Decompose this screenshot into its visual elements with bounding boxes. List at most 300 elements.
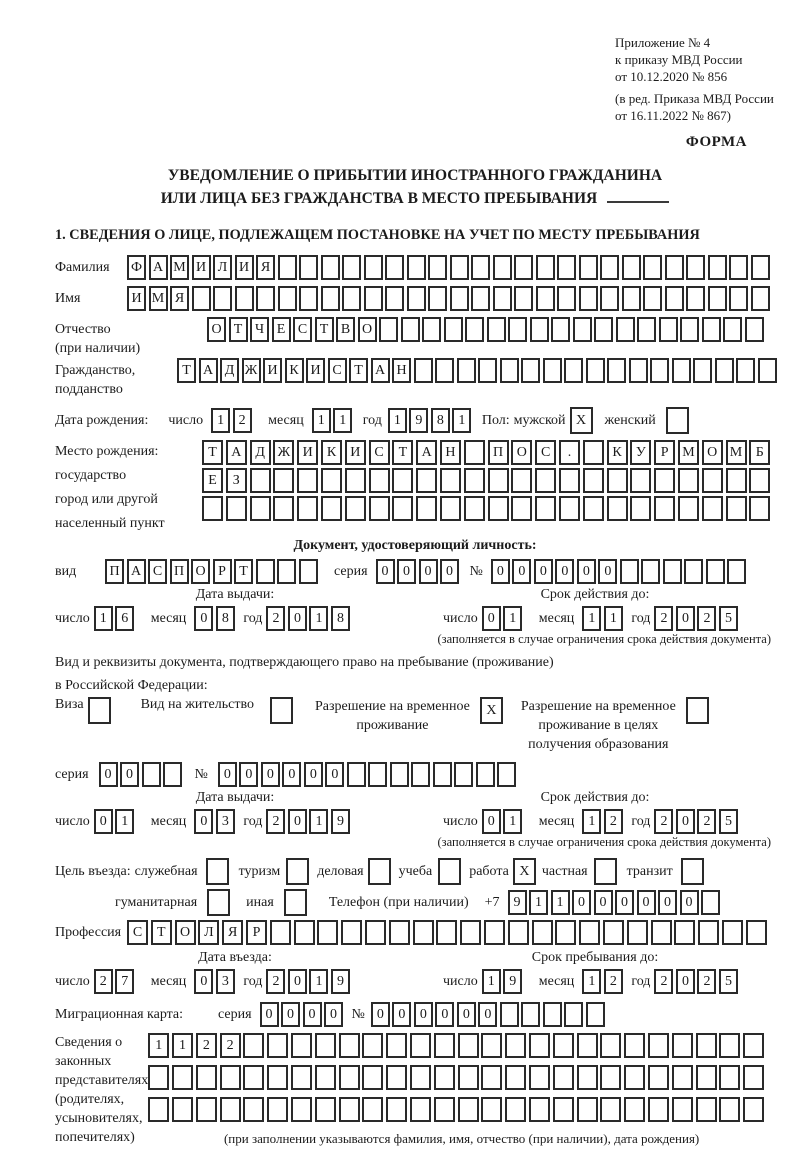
char-cell[interactable]	[583, 440, 604, 465]
char-cell[interactable]	[708, 255, 727, 280]
char-cell[interactable]: 1	[309, 969, 328, 994]
char-cell[interactable]: 9	[508, 890, 527, 915]
char-cell[interactable]: 1	[604, 606, 623, 631]
char-cell[interactable]: 0	[482, 809, 501, 834]
char-cell[interactable]: У	[630, 440, 651, 465]
char-cell[interactable]	[213, 286, 232, 311]
char-cell[interactable]: Б	[749, 440, 770, 465]
char-cell[interactable]	[659, 317, 678, 342]
char-cell[interactable]	[666, 407, 689, 434]
char-cell[interactable]: 0	[392, 1002, 411, 1027]
char-cell[interactable]: И	[192, 255, 211, 280]
char-cell[interactable]	[543, 1002, 562, 1027]
char-cell[interactable]	[514, 286, 533, 311]
char-cell[interactable]	[553, 1097, 574, 1122]
char-cell[interactable]	[702, 468, 723, 493]
char-cell[interactable]: 2	[266, 809, 285, 834]
char-cell[interactable]	[577, 1033, 598, 1058]
char-cell[interactable]: 0	[194, 969, 213, 994]
char-cell[interactable]	[648, 1033, 669, 1058]
char-cell[interactable]	[471, 286, 490, 311]
char-cell[interactable]: 1	[115, 809, 134, 834]
char-cell[interactable]	[278, 255, 297, 280]
char-cell[interactable]	[172, 1065, 193, 1090]
char-cell[interactable]	[464, 468, 485, 493]
char-cell[interactable]: И	[127, 286, 146, 311]
char-cell[interactable]	[624, 1065, 645, 1090]
char-cell[interactable]	[681, 858, 704, 885]
char-cell[interactable]	[317, 920, 338, 945]
char-cell[interactable]	[321, 496, 342, 521]
char-cell[interactable]	[577, 1097, 598, 1122]
char-cell[interactable]: П	[170, 559, 189, 584]
char-cell[interactable]	[484, 920, 505, 945]
char-cell[interactable]	[743, 1065, 764, 1090]
char-cell[interactable]	[505, 1065, 526, 1090]
char-cell[interactable]	[414, 358, 433, 383]
char-cell[interactable]	[650, 358, 669, 383]
char-cell[interactable]	[339, 1097, 360, 1122]
char-cell[interactable]: 1	[312, 408, 331, 433]
char-cell[interactable]: А	[226, 440, 247, 465]
char-cell[interactable]: П	[488, 440, 509, 465]
char-cell[interactable]: К	[285, 358, 304, 383]
char-cell[interactable]: А	[416, 440, 437, 465]
char-cell[interactable]	[727, 559, 746, 584]
char-cell[interactable]	[411, 762, 430, 787]
char-cell[interactable]	[299, 559, 318, 584]
char-cell[interactable]	[386, 1097, 407, 1122]
char-cell[interactable]	[207, 889, 230, 916]
char-cell[interactable]	[723, 317, 742, 342]
char-cell[interactable]	[627, 920, 648, 945]
char-cell[interactable]	[487, 317, 506, 342]
char-cell[interactable]	[342, 255, 361, 280]
char-cell[interactable]	[226, 496, 247, 521]
char-cell[interactable]	[440, 468, 461, 493]
char-cell[interactable]	[478, 358, 497, 383]
char-cell[interactable]	[407, 286, 426, 311]
char-cell[interactable]: О	[702, 440, 723, 465]
char-cell[interactable]	[530, 317, 549, 342]
char-cell[interactable]	[270, 697, 293, 724]
char-cell[interactable]	[505, 1033, 526, 1058]
char-cell[interactable]	[729, 286, 748, 311]
char-cell[interactable]: 1	[333, 408, 352, 433]
char-cell[interactable]	[624, 1097, 645, 1122]
char-cell[interactable]	[729, 255, 748, 280]
char-cell[interactable]	[410, 1065, 431, 1090]
char-cell[interactable]	[648, 1097, 669, 1122]
char-cell[interactable]	[220, 1065, 241, 1090]
char-cell[interactable]	[607, 468, 628, 493]
char-cell[interactable]	[508, 920, 529, 945]
char-cell[interactable]: 1	[503, 606, 522, 631]
char-cell[interactable]	[438, 858, 461, 885]
char-cell[interactable]	[286, 858, 309, 885]
char-cell[interactable]: 2	[654, 606, 673, 631]
char-cell[interactable]	[745, 317, 764, 342]
char-cell[interactable]	[202, 496, 223, 521]
char-cell[interactable]	[299, 286, 318, 311]
char-cell[interactable]: 0	[680, 890, 699, 915]
char-cell[interactable]	[476, 762, 495, 787]
char-cell[interactable]	[299, 255, 318, 280]
char-cell[interactable]	[743, 1033, 764, 1058]
char-cell[interactable]: К	[607, 440, 628, 465]
char-cell[interactable]: В	[336, 317, 355, 342]
char-cell[interactable]	[206, 858, 229, 885]
char-cell[interactable]	[172, 1097, 193, 1122]
char-cell[interactable]: 8	[431, 408, 450, 433]
char-cell[interactable]	[435, 358, 454, 383]
char-cell[interactable]	[454, 762, 473, 787]
char-cell[interactable]	[434, 1065, 455, 1090]
char-cell[interactable]	[416, 468, 437, 493]
char-cell[interactable]	[603, 920, 624, 945]
char-cell[interactable]: 0	[676, 809, 695, 834]
char-cell[interactable]	[163, 762, 182, 787]
char-cell[interactable]: Л	[198, 920, 219, 945]
char-cell[interactable]: X	[513, 858, 536, 885]
char-cell[interactable]	[586, 358, 605, 383]
char-cell[interactable]	[746, 920, 767, 945]
char-cell[interactable]: 0	[371, 1002, 390, 1027]
char-cell[interactable]	[243, 1033, 264, 1058]
char-cell[interactable]	[148, 1065, 169, 1090]
char-cell[interactable]: 2	[604, 809, 623, 834]
char-cell[interactable]: 5	[719, 969, 738, 994]
char-cell[interactable]	[458, 1097, 479, 1122]
char-cell[interactable]	[192, 286, 211, 311]
char-cell[interactable]: Т	[392, 440, 413, 465]
char-cell[interactable]	[708, 286, 727, 311]
char-cell[interactable]	[514, 255, 533, 280]
char-cell[interactable]: Н	[392, 358, 411, 383]
char-cell[interactable]: 1	[482, 969, 501, 994]
char-cell[interactable]	[379, 317, 398, 342]
char-cell[interactable]: С	[127, 920, 148, 945]
char-cell[interactable]: 0	[555, 559, 574, 584]
char-cell[interactable]: 0	[512, 559, 531, 584]
char-cell[interactable]	[672, 358, 691, 383]
char-cell[interactable]	[291, 1033, 312, 1058]
char-cell[interactable]	[579, 286, 598, 311]
char-cell[interactable]	[321, 255, 340, 280]
char-cell[interactable]	[594, 317, 613, 342]
char-cell[interactable]: Т	[349, 358, 368, 383]
char-cell[interactable]: Т	[315, 317, 334, 342]
char-cell[interactable]	[577, 1065, 598, 1090]
char-cell[interactable]	[678, 468, 699, 493]
char-cell[interactable]	[557, 286, 576, 311]
char-cell[interactable]: 2	[697, 969, 716, 994]
char-cell[interactable]: 2	[654, 809, 673, 834]
char-cell[interactable]: С	[369, 440, 390, 465]
char-cell[interactable]	[536, 255, 555, 280]
char-cell[interactable]	[464, 440, 485, 465]
char-cell[interactable]	[278, 286, 297, 311]
char-cell[interactable]: 0	[218, 762, 237, 787]
char-cell[interactable]	[706, 559, 725, 584]
char-cell[interactable]	[392, 468, 413, 493]
char-cell[interactable]: 2	[697, 606, 716, 631]
char-cell[interactable]	[564, 358, 583, 383]
char-cell[interactable]	[555, 920, 576, 945]
char-cell[interactable]	[600, 1065, 621, 1090]
char-cell[interactable]: 1	[551, 890, 570, 915]
char-cell[interactable]: Е	[202, 468, 223, 493]
char-cell[interactable]	[622, 286, 641, 311]
char-cell[interactable]	[607, 496, 628, 521]
char-cell[interactable]: 0	[676, 969, 695, 994]
char-cell[interactable]	[508, 317, 527, 342]
char-cell[interactable]	[428, 286, 447, 311]
char-cell[interactable]: Д	[220, 358, 239, 383]
char-cell[interactable]	[686, 697, 709, 724]
char-cell[interactable]: 8	[216, 606, 235, 631]
char-cell[interactable]: Т	[234, 559, 253, 584]
char-cell[interactable]: 0	[414, 1002, 433, 1027]
char-cell[interactable]	[315, 1033, 336, 1058]
char-cell[interactable]: 0	[397, 559, 416, 584]
char-cell[interactable]	[465, 317, 484, 342]
char-cell[interactable]: 0	[94, 809, 113, 834]
char-cell[interactable]	[722, 920, 743, 945]
char-cell[interactable]	[434, 1033, 455, 1058]
char-cell[interactable]	[686, 255, 705, 280]
char-cell[interactable]	[630, 468, 651, 493]
char-cell[interactable]	[663, 559, 682, 584]
char-cell[interactable]	[698, 920, 719, 945]
char-cell[interactable]	[586, 1002, 605, 1027]
char-cell[interactable]	[148, 1097, 169, 1122]
char-cell[interactable]	[339, 1033, 360, 1058]
char-cell[interactable]: 0	[239, 762, 258, 787]
char-cell[interactable]	[573, 317, 592, 342]
char-cell[interactable]	[250, 496, 271, 521]
char-cell[interactable]	[620, 559, 639, 584]
char-cell[interactable]	[672, 1033, 693, 1058]
char-cell[interactable]	[651, 920, 672, 945]
char-cell[interactable]: 0	[676, 606, 695, 631]
char-cell[interactable]	[321, 286, 340, 311]
char-cell[interactable]	[315, 1065, 336, 1090]
char-cell[interactable]: С	[293, 317, 312, 342]
char-cell[interactable]: 0	[482, 606, 501, 631]
char-cell[interactable]	[243, 1065, 264, 1090]
char-cell[interactable]	[624, 1033, 645, 1058]
char-cell[interactable]	[315, 1097, 336, 1122]
char-cell[interactable]	[579, 920, 600, 945]
char-cell[interactable]	[321, 468, 342, 493]
char-cell[interactable]	[529, 1065, 550, 1090]
char-cell[interactable]	[458, 1065, 479, 1090]
char-cell[interactable]: 1	[529, 890, 548, 915]
char-cell[interactable]: С	[535, 440, 556, 465]
char-cell[interactable]: 1	[582, 809, 601, 834]
char-cell[interactable]	[196, 1097, 217, 1122]
char-cell[interactable]	[511, 468, 532, 493]
char-cell[interactable]	[386, 1033, 407, 1058]
char-cell[interactable]	[607, 358, 626, 383]
char-cell[interactable]	[345, 496, 366, 521]
char-cell[interactable]	[500, 358, 519, 383]
char-cell[interactable]	[401, 317, 420, 342]
char-cell[interactable]	[583, 496, 604, 521]
char-cell[interactable]	[672, 1097, 693, 1122]
char-cell[interactable]: 2	[233, 408, 252, 433]
char-cell[interactable]	[521, 358, 540, 383]
char-cell[interactable]: 0	[457, 1002, 476, 1027]
char-cell[interactable]	[678, 496, 699, 521]
char-cell[interactable]	[407, 255, 426, 280]
char-cell[interactable]: Т	[151, 920, 172, 945]
char-cell[interactable]	[362, 1065, 383, 1090]
char-cell[interactable]	[672, 1065, 693, 1090]
char-cell[interactable]: 0	[615, 890, 634, 915]
char-cell[interactable]: 1	[309, 606, 328, 631]
char-cell[interactable]	[235, 286, 254, 311]
char-cell[interactable]	[273, 496, 294, 521]
char-cell[interactable]	[579, 255, 598, 280]
char-cell[interactable]: 2	[94, 969, 113, 994]
char-cell[interactable]	[693, 358, 712, 383]
char-cell[interactable]	[702, 496, 723, 521]
char-cell[interactable]: 1	[172, 1033, 193, 1058]
char-cell[interactable]: Т	[202, 440, 223, 465]
char-cell[interactable]	[600, 255, 619, 280]
char-cell[interactable]: 0	[491, 559, 510, 584]
char-cell[interactable]	[630, 496, 651, 521]
char-cell[interactable]: 0	[376, 559, 395, 584]
char-cell[interactable]	[529, 1033, 550, 1058]
char-cell[interactable]	[726, 468, 747, 493]
char-cell[interactable]: 2	[266, 969, 285, 994]
char-cell[interactable]: 0	[288, 969, 307, 994]
char-cell[interactable]	[648, 1065, 669, 1090]
char-cell[interactable]	[622, 255, 641, 280]
char-cell[interactable]: 1	[94, 606, 113, 631]
char-cell[interactable]	[726, 496, 747, 521]
char-cell[interactable]	[535, 468, 556, 493]
char-cell[interactable]	[471, 255, 490, 280]
char-cell[interactable]: 3	[216, 969, 235, 994]
char-cell[interactable]: А	[371, 358, 390, 383]
char-cell[interactable]	[294, 920, 315, 945]
char-cell[interactable]	[362, 1033, 383, 1058]
char-cell[interactable]	[416, 496, 437, 521]
char-cell[interactable]	[654, 468, 675, 493]
char-cell[interactable]: 2	[604, 969, 623, 994]
char-cell[interactable]	[410, 1033, 431, 1058]
char-cell[interactable]	[535, 496, 556, 521]
char-cell[interactable]: 1	[388, 408, 407, 433]
char-cell[interactable]: Я	[256, 255, 275, 280]
char-cell[interactable]	[743, 1097, 764, 1122]
char-cell[interactable]	[297, 468, 318, 493]
char-cell[interactable]	[297, 496, 318, 521]
char-cell[interactable]: 2	[654, 969, 673, 994]
char-cell[interactable]: 0	[658, 890, 677, 915]
char-cell[interactable]	[553, 1065, 574, 1090]
char-cell[interactable]	[385, 255, 404, 280]
char-cell[interactable]: X	[570, 407, 593, 434]
char-cell[interactable]: А	[199, 358, 218, 383]
char-cell[interactable]	[583, 468, 604, 493]
char-cell[interactable]: 0	[478, 1002, 497, 1027]
char-cell[interactable]: 0	[598, 559, 617, 584]
char-cell[interactable]: 0	[534, 559, 553, 584]
char-cell[interactable]: 5	[719, 809, 738, 834]
char-cell[interactable]: 0	[260, 1002, 279, 1027]
char-cell[interactable]	[450, 255, 469, 280]
char-cell[interactable]	[428, 255, 447, 280]
char-cell[interactable]: 0	[120, 762, 139, 787]
char-cell[interactable]: 1	[452, 408, 471, 433]
char-cell[interactable]	[267, 1065, 288, 1090]
char-cell[interactable]: С	[328, 358, 347, 383]
char-cell[interactable]: И	[263, 358, 282, 383]
char-cell[interactable]	[600, 1033, 621, 1058]
char-cell[interactable]	[267, 1097, 288, 1122]
char-cell[interactable]	[390, 762, 409, 787]
char-cell[interactable]	[493, 255, 512, 280]
char-cell[interactable]	[368, 762, 387, 787]
char-cell[interactable]: 7	[115, 969, 134, 994]
char-cell[interactable]: 2	[697, 809, 716, 834]
char-cell[interactable]	[450, 286, 469, 311]
char-cell[interactable]	[369, 496, 390, 521]
char-cell[interactable]: 0	[194, 809, 213, 834]
char-cell[interactable]	[696, 1065, 717, 1090]
char-cell[interactable]	[488, 468, 509, 493]
char-cell[interactable]: 0	[324, 1002, 343, 1027]
char-cell[interactable]: Т	[229, 317, 248, 342]
char-cell[interactable]: О	[511, 440, 532, 465]
char-cell[interactable]	[680, 317, 699, 342]
char-cell[interactable]	[529, 1097, 550, 1122]
char-cell[interactable]	[458, 1033, 479, 1058]
char-cell[interactable]	[440, 496, 461, 521]
char-cell[interactable]: X	[480, 697, 503, 724]
char-cell[interactable]	[616, 317, 635, 342]
char-cell[interactable]	[433, 762, 452, 787]
char-cell[interactable]	[256, 559, 275, 584]
char-cell[interactable]	[551, 317, 570, 342]
char-cell[interactable]	[243, 1097, 264, 1122]
char-cell[interactable]	[369, 468, 390, 493]
char-cell[interactable]: Ж	[273, 440, 294, 465]
char-cell[interactable]	[702, 317, 721, 342]
char-cell[interactable]	[142, 762, 161, 787]
char-cell[interactable]	[521, 1002, 540, 1027]
char-cell[interactable]: О	[358, 317, 377, 342]
char-cell[interactable]	[436, 920, 457, 945]
char-cell[interactable]: И	[297, 440, 318, 465]
char-cell[interactable]: П	[105, 559, 124, 584]
char-cell[interactable]: Р	[654, 440, 675, 465]
char-cell[interactable]	[345, 468, 366, 493]
char-cell[interactable]	[637, 317, 656, 342]
char-cell[interactable]: 1	[148, 1033, 169, 1058]
char-cell[interactable]: И	[306, 358, 325, 383]
char-cell[interactable]: О	[191, 559, 210, 584]
char-cell[interactable]: Р	[213, 559, 232, 584]
char-cell[interactable]	[493, 286, 512, 311]
char-cell[interactable]: 2	[196, 1033, 217, 1058]
char-cell[interactable]	[641, 559, 660, 584]
